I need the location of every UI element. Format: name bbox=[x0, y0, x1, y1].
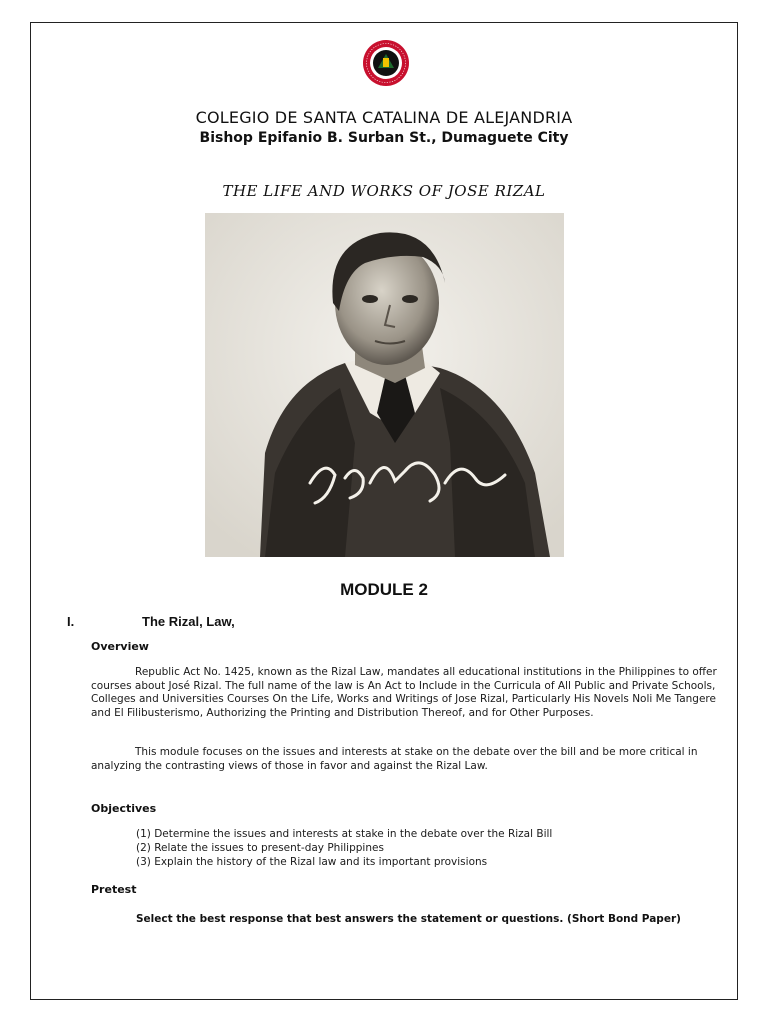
objective-item-3: (3) Explain the history of the Rizal law and its important provisions bbox=[136, 856, 488, 868]
pretest-heading: Pretest bbox=[91, 883, 137, 896]
objective-item-2: (2) Relate the issues to present-day Philippines bbox=[136, 842, 384, 854]
overview-paragraph-1-text: Republic Act No. 1425, known as the Rizal Law, mandates all educational institutions in the Philippines to offer courses about José Rizal. The full name of the law is An Act to Include in the Curricula of All Public and Private Schools, Colleges and Universities Courses On the Life, Works and Writings of Jose Rizal, Particularly His Novels Noli Me Tangere and El Filibusterismo, Authorizing the Printing and Distribution Thereof, and for Other Purposes. bbox=[91, 666, 717, 719]
section-number: I. bbox=[67, 614, 75, 629]
school-address: Bishop Epifanio B. Surban St., Dumaguete City bbox=[199, 130, 569, 146]
school-seal-logo bbox=[343, 38, 429, 88]
objectives-heading: Objectives bbox=[91, 802, 157, 815]
overview-heading: Overview bbox=[91, 640, 149, 653]
module-title: MODULE 2 bbox=[340, 580, 428, 599]
overview-paragraph-2 bbox=[91, 746, 721, 773]
course-title: THE LIFE AND WORKS OF JOSE RIZAL bbox=[222, 182, 546, 200]
section-title: The Rizal, Law, bbox=[142, 614, 235, 629]
jose-rizal-portrait bbox=[205, 213, 564, 557]
objective-item-1: (1) Determine the issues and interests at stake in the debate over the Rizal Bill bbox=[136, 828, 553, 840]
school-name: COLEGIO DE SANTA CATALINA DE ALEJANDRIA bbox=[195, 108, 573, 127]
overview-paragraph-2-text: This module focuses on the issues and interests at stake on the debate over the bill and be more critical in analyzing the contrasting views of those in favor and against the Rizal Law. bbox=[91, 746, 698, 772]
pretest-instruction: Select the best response that best answers the statement or questions. (Short Bond Paper) bbox=[136, 913, 681, 925]
overview-paragraph-1 bbox=[91, 666, 721, 720]
